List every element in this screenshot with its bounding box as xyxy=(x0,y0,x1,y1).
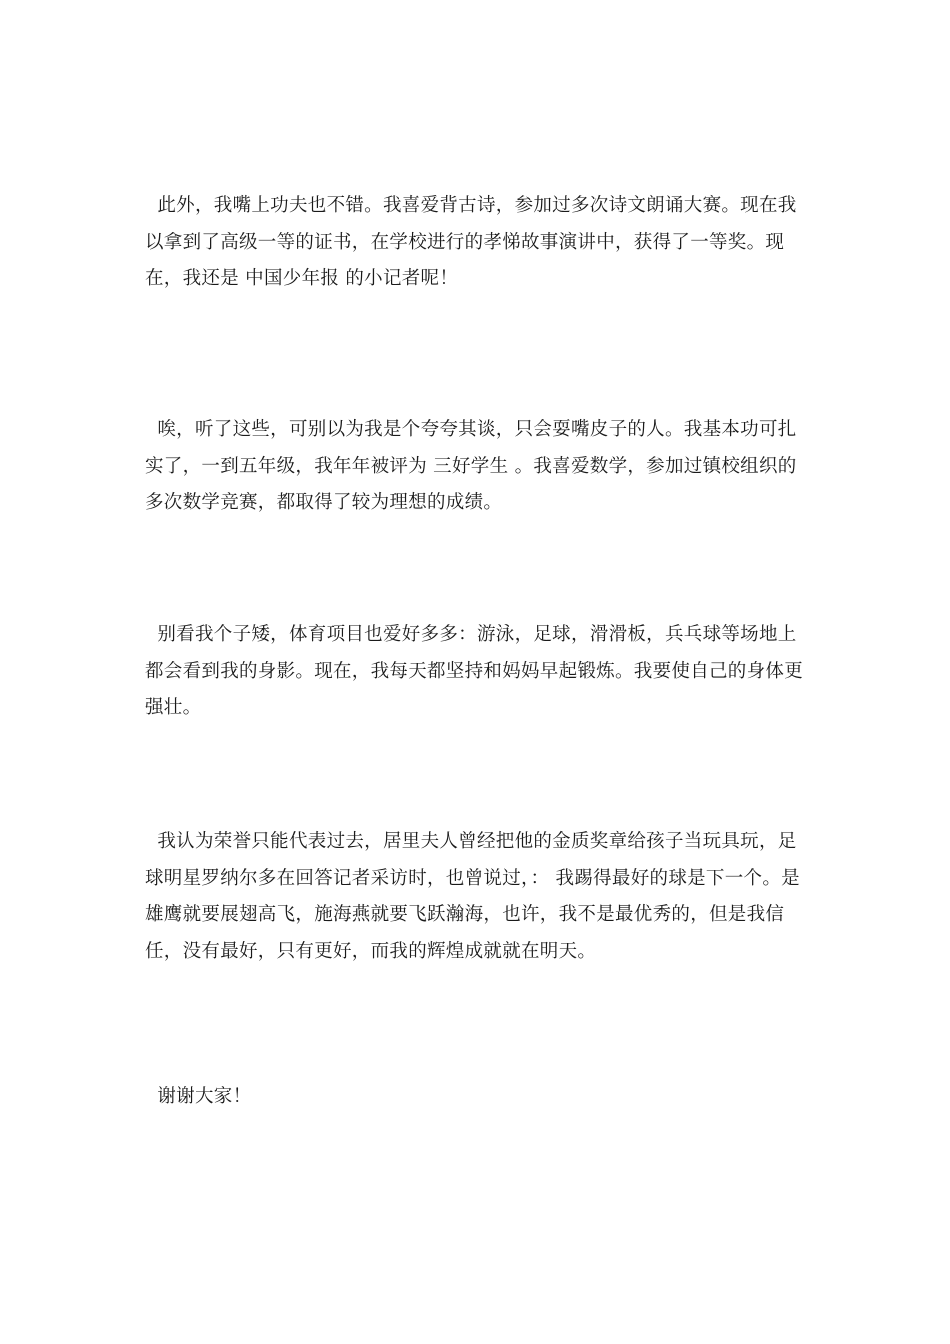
paragraph-honor: 我认为荣誉只能代表过去，居里夫人曾经把他的金质奖章给孩子当玩具玩，足球明星罗纳尔多在回答记者采访时，也曾说过，： 我踢得最好的球是下一个。是雄鹰就要展翅高飞，施海燕就要飞跃瀚海，也许，我不是最优秀的，但是我信任，没有最好，只有更好，而我的辉煌成就就在明天。 xyxy=(145,831,800,962)
paragraph-thanks: 谢谢大家！ xyxy=(145,1086,252,1107)
paragraph-sports: 别看我个子矮，体育项目也爱好多多：游泳，足球，滑滑板，兵乓球等场地上都会看到我的身影。现在，我每天都坚持和妈妈早起锻炼。我要使自己的身体更强壮。 xyxy=(145,624,804,718)
paragraph-speaking-skills: 此外，我嘴上功夫也不错。我喜爱背古诗，参加过多次诗文朗诵大赛。现在我以拿到了高级一等的证书，在学校进行的孝悌故事演讲中，获得了一等奖。现在，我还是 中国少年报 的小记者呢！ xyxy=(145,195,797,289)
paragraph-academics: 唉，听了这些，可别以为我是个夸夸其谈，只会耍嘴皮子的人。我基本功可扎实了，一到五年级，我年年被评为 三好学生 。我喜爱数学，参加过镇校组织的多次数学竞赛，都取得了较为理想的成绩。 xyxy=(145,419,797,513)
